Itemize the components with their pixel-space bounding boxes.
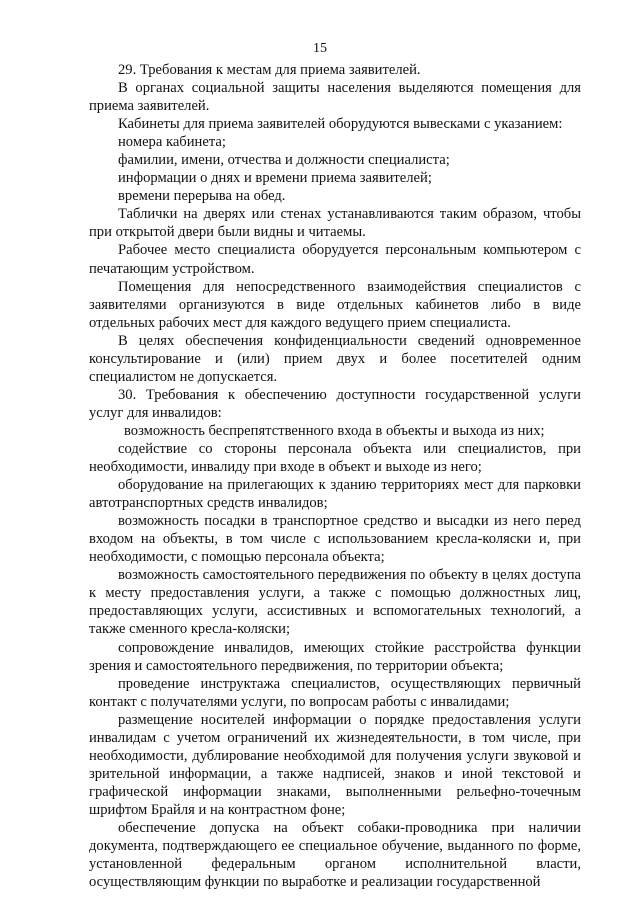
list-item-information-placement: размещение носителей информации о порядке предоставления услуги инвалидам с учетом ограничений их жизнедеятельности, в том числе, при необходимости, дублирование необходимой для получения услуги звуковой и зрительной информации, а также надписей, знаков и иной текстовой и графической информации знаками, выполненными рельефно-точечным шрифтом Брайля и на контрастном фоне;	[89, 711, 581, 818]
list-item-free-entry: возможность беспрепятственного входа в объекты и выхода из них;	[124, 422, 545, 439]
list-item-guide-dog: обеспечение допуска на объект собаки-проводника при наличии документа, подтверждающего ее специальное обучение, выданного по форме, установленной федеральным органом исполнительной власти, осуществляющим функции по выработке и реализации государственной	[89, 819, 581, 891]
list-item-escort: сопровождение инвалидов, имеющих стойкие расстройства функции зрения и самостоятельного передвижения, по территории объекта;	[89, 639, 581, 674]
paragraph-confidentiality: В целях обеспечения конфиденциальности сведений одновременное консультирование и (или) прием двух и более посетителей одним специалистом не допускается.	[89, 332, 581, 385]
page-number: 15	[313, 41, 327, 56]
list-item-specialist-name: фамилии, имени, отчества и должности специалиста;	[118, 152, 450, 169]
list-item-parking: оборудование на прилегающих к зданию территориях мест для парковки автотранспортных средств инвалидов;	[89, 477, 581, 512]
list-item-independent-movement: возможность самостоятельного передвижения по объекту в целях доступа к месту предоставления услуги, а также с помощью должностных лиц, предоставляющих услуги, ассистивных и вспомогательных технологий, а также сменного кресла-коляски;	[89, 567, 581, 638]
paragraph-interaction-rooms: Помещения для непосредственного взаимодействия специалистов с заявителями организуются в виде отдельных кабинетов либо в виде отдельных рабочих мест для каждого ведущего прием специалиста.	[89, 278, 581, 331]
list-item-reception-days: информации о днях и времени приема заявителей;	[118, 170, 432, 187]
paragraph-section-29-heading: 29. Требования к местам для приема заявителей.	[118, 62, 421, 78]
paragraph-door-plates: Таблички на дверях или стенах устанавливаются таким образом, чтобы при открытой двери были видны и читаемы.	[89, 206, 581, 241]
paragraph-section-30-heading: 30. Требования к обеспечению доступности государственной услуги услуг для инвалидов:	[89, 386, 581, 421]
paragraph-cabinet-signs: Кабинеты для приема заявителей оборудуются вывесками с указанием:	[118, 116, 563, 133]
list-item-staff-assistance: содействие со стороны персонала объекта или специалистов, при необходимости, инвалиду при входе в объект и выходе из него;	[89, 440, 581, 476]
list-item-staff-briefing: проведение инструктажа специалистов, осуществляющих первичный контакт с получателями услуги, по вопросам работы с инвалидами;	[89, 675, 581, 710]
list-item-room-number: номера кабинета;	[118, 134, 226, 151]
paragraph-workplace: Рабочее место специалиста оборудуется персональным компьютером с печатающим устройством.	[89, 242, 581, 277]
paragraph-premises: В органах социальной защиты населения выделяются помещения для приема заявителей.	[89, 80, 581, 115]
list-item-boarding: возможность посадки в транспортное средство и высадки из него перед входом на объекты, в том числе с использованием кресла-коляски и, при необходимости, с помощью персонала объекта;	[89, 513, 581, 566]
list-item-lunch-break: времени перерыва на обед.	[118, 188, 286, 205]
document-body	[89, 61, 581, 891]
